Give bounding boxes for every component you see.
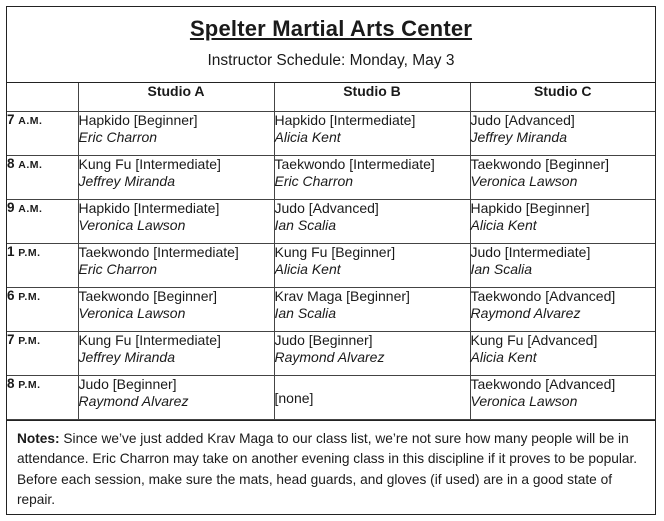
schedule-cell <box>470 155 655 199</box>
instructor-name: Alicia Kent <box>470 216 537 233</box>
time-ampm: A.M. <box>18 202 43 215</box>
time-cell <box>7 331 78 375</box>
instructor-name: Raymond Alvarez <box>274 348 385 365</box>
time-ampm: A.M. <box>18 158 43 171</box>
header-row <box>7 83 655 111</box>
instructor-name: Jeffrey Miranda <box>78 348 175 365</box>
time-hour: 8 <box>7 375 15 391</box>
time-hour: 7 <box>7 111 15 127</box>
schedule-cell <box>78 331 274 375</box>
class-name: Judo [Advanced] <box>470 111 575 128</box>
header <box>7 7 655 83</box>
time-cell <box>7 243 78 287</box>
table-row <box>7 331 655 375</box>
schedule-table <box>7 83 655 420</box>
time-cell <box>7 375 78 419</box>
schedule-cell <box>274 111 470 155</box>
schedule-cell <box>274 287 470 331</box>
class-name: Judo [Beginner] <box>274 331 373 348</box>
schedule-cell <box>274 375 470 419</box>
class-name: Taekwondo [Beginner] <box>78 287 218 304</box>
time-ampm: P.M. <box>18 378 41 391</box>
instructor-name: Alicia Kent <box>274 260 341 277</box>
schedule-cell <box>274 243 470 287</box>
time-hour: 6 <box>7 287 15 303</box>
class-name: Judo [Intermediate] <box>470 243 591 260</box>
page-subtitle: Instructor Schedule: Monday, May 3 <box>207 52 455 69</box>
class-name: Taekwondo [Intermediate] <box>78 243 239 260</box>
class-name: Taekwondo [Advanced] <box>470 375 616 392</box>
notes-text: Since we’ve just added Krav Maga to our class list, we’re not sure how many people will be in attendance. Eric Charron may take on another evening class in this discipline if it proves to be popular. Before each session, make sure the mats, head guards, and gloves (if used) are in a good state of repair. <box>17 430 638 507</box>
instructor-name: Eric Charron <box>274 172 354 189</box>
time-cell <box>7 199 78 243</box>
instructor-name: Veronica Lawson <box>78 216 186 233</box>
instructor-name: Alicia Kent <box>274 128 341 145</box>
instructor-name: Alicia Kent <box>470 348 537 365</box>
schedule-sheet <box>6 6 656 515</box>
instructor-name: Eric Charron <box>78 260 158 277</box>
class-name: Hapkido [Beginner] <box>470 199 590 216</box>
schedule-cell <box>470 331 655 375</box>
instructor-name: Veronica Lawson <box>78 304 186 321</box>
time-hour: 1 <box>7 243 15 259</box>
time-cell <box>7 287 78 331</box>
instructor-name: Eric Charron <box>78 128 158 145</box>
table-row <box>7 199 655 243</box>
schedule-cell <box>274 155 470 199</box>
class-name: Taekwondo [Beginner] <box>470 155 610 172</box>
time-hour: 8 <box>7 155 15 171</box>
class-name: Judo [Advanced] <box>274 199 379 216</box>
corner-cell <box>7 83 78 111</box>
column-header-studio-a: Studio A <box>78 83 274 111</box>
class-name: Judo [Beginner] <box>78 375 177 392</box>
schedule-cell <box>470 199 655 243</box>
time-ampm: P.M. <box>18 246 41 259</box>
time-ampm: A.M. <box>18 114 43 127</box>
schedule-cell <box>78 375 274 419</box>
column-header-studio-c: Studio C <box>470 83 655 111</box>
time-cell <box>7 155 78 199</box>
table-row <box>7 155 655 199</box>
schedule-cell <box>78 199 274 243</box>
schedule-cell <box>78 111 274 155</box>
class-name: Hapkido [Beginner] <box>78 111 198 128</box>
time-hour: 9 <box>7 199 15 215</box>
instructor-name: Ian Scalia <box>274 216 336 233</box>
class-name: Kung Fu [Beginner] <box>274 243 396 260</box>
schedule-cell <box>470 111 655 155</box>
class-name: [none] <box>274 389 314 406</box>
notes-label: Notes: <box>17 430 60 446</box>
schedule-cell <box>78 287 274 331</box>
schedule-cell <box>470 375 655 419</box>
table-row <box>7 375 655 419</box>
instructor-name: Raymond Alvarez <box>470 304 581 321</box>
class-name: Kung Fu [Intermediate] <box>78 155 221 172</box>
schedule-cell <box>78 243 274 287</box>
class-name: Kung Fu [Advanced] <box>470 331 598 348</box>
table-row <box>7 243 655 287</box>
class-name: Hapkido [Intermediate] <box>78 199 220 216</box>
notes-section <box>7 420 655 511</box>
schedule-cell <box>470 243 655 287</box>
schedule-cell <box>274 331 470 375</box>
class-name: Krav Maga [Beginner] <box>274 287 410 304</box>
table-row <box>7 111 655 155</box>
class-name: Taekwondo [Intermediate] <box>274 155 435 172</box>
column-header-studio-b: Studio B <box>274 83 470 111</box>
instructor-name: Raymond Alvarez <box>78 392 189 409</box>
time-ampm: P.M. <box>18 290 41 303</box>
class-name: Hapkido [Intermediate] <box>274 111 416 128</box>
instructor-name: Ian Scalia <box>274 304 336 321</box>
time-hour: 7 <box>7 331 15 347</box>
instructor-name: Ian Scalia <box>470 260 532 277</box>
class-name: Kung Fu [Intermediate] <box>78 331 221 348</box>
instructor-name: Veronica Lawson <box>470 172 578 189</box>
schedule-cell <box>470 287 655 331</box>
instructor-name: Jeffrey Miranda <box>470 128 567 145</box>
schedule-cell <box>78 155 274 199</box>
time-cell <box>7 111 78 155</box>
instructor-name: Veronica Lawson <box>470 392 578 409</box>
table-row <box>7 287 655 331</box>
class-name: Taekwondo [Advanced] <box>470 287 616 304</box>
page-title: Spelter Martial Arts Center <box>189 16 473 41</box>
schedule-cell <box>274 199 470 243</box>
instructor-name: Jeffrey Miranda <box>78 172 175 189</box>
time-ampm: P.M. <box>18 334 41 347</box>
